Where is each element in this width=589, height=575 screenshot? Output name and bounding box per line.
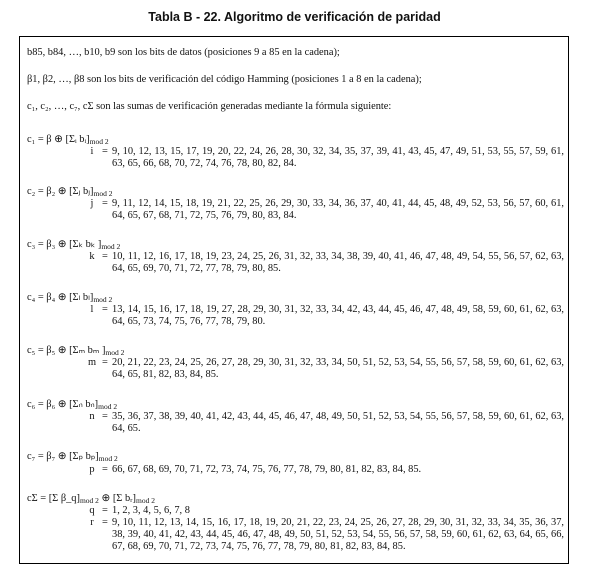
intro-checksums: c₁, c₂, …, c₇, cΣ son las sumas de verificación generadas mediante la fórmula siguiente: <box>27 101 392 112</box>
formula-c1 <box>27 134 109 146</box>
formula-c5 <box>27 345 124 357</box>
formula-c-sigma <box>27 493 155 505</box>
equals-sign: = <box>102 464 108 475</box>
algorithm-box <box>19 36 569 564</box>
equals-sign: = <box>102 304 108 315</box>
intro-data-bits: b85, b84, …, b10, b9 son los bits de datos (posiciones 9 a 85 en la cadena); <box>27 47 340 58</box>
formula-c-sigma-mod-a: mod 2 <box>79 496 99 505</box>
formula-c6-lhs: c₆ = β₆ ⊕ [Σₙ bₙ] <box>27 399 99 410</box>
formula-c1-mod: mod 2 <box>89 137 109 146</box>
index-j: j <box>90 198 94 209</box>
equals-sign: = <box>102 198 108 209</box>
formula-c7-lhs: c₇ = β₇ ⊕ [Σₚ bₚ] <box>27 451 99 462</box>
index-n: n <box>89 411 95 422</box>
equals-sign: = <box>102 357 108 368</box>
values-l: 13, 14, 15, 16, 17, 18, 19, 27, 28, 29, 30, 31, 32, 33, 34, 42, 43, 44, 45, 46, 47, 48, 49, 58, 59, 60, 61, 62, 63, 64, 65, 73, 74, 75, 76, 77, 78, 79, 80. <box>112 304 564 327</box>
formula-c4-lhs: c₄ = β₄ ⊕ [Σₗ bₗ] <box>27 292 94 303</box>
table-title: Tabla B - 22. Algoritmo de verificación de paridad <box>148 10 441 24</box>
index-l: l <box>90 304 94 315</box>
values-n: 35, 36, 37, 38, 39, 40, 41, 42, 43, 44, 45, 46, 47, 48, 49, 50, 51, 52, 53, 54, 55, 56, 57, 58, 59, 60, 61, 62, 63, 64, 65. <box>112 411 564 434</box>
formula-c3-lhs: c₃ = β₃ ⊕ [Σₖ bₖ ] <box>27 239 102 250</box>
formula-c3 <box>27 239 120 251</box>
values-m: 20, 21, 22, 23, 24, 25, 26, 27, 28, 29, 30, 31, 32, 33, 34, 50, 51, 52, 53, 54, 55, 56, 57, 58, 59, 60, 61, 62, 63, 64, 65, 81, 82, 83, 84, 85. <box>112 357 564 380</box>
formula-c-sigma-lhs-b: ⊕ [Σ bᵣ] <box>98 493 136 504</box>
formula-c7-mod: mod 2 <box>98 454 118 463</box>
formula-c5-lhs: c₅ = β₅ ⊕ [Σₘ bₘ ] <box>27 345 106 356</box>
formula-c4-mod: mod 2 <box>93 295 113 304</box>
values-q: 1, 2, 3, 4, 5, 6, 7, 8 <box>112 505 190 516</box>
formula-c3-mod: mod 2 <box>101 242 121 251</box>
formula-c-sigma-mod-b: mod 2 <box>136 496 155 505</box>
intro-check-bits: β1, β2, …, β8 son los bits de verificación del código Hamming (posiciones 1 a 8 en la cadena); <box>27 74 422 85</box>
formula-c2-lhs: c₂ = β₂ ⊕ [Σⱼ bⱼ] <box>27 186 94 197</box>
formula-c-sigma-lhs-a: cΣ = [Σ β_q] <box>27 493 80 504</box>
equals-sign: = <box>102 251 108 262</box>
formula-c2-mod: mod 2 <box>93 189 113 198</box>
index-k: k <box>89 251 95 262</box>
values-i: 9, 10, 12, 13, 15, 17, 19, 20, 22, 24, 26, 28, 30, 32, 34, 35, 37, 39, 41, 43, 45, 47, 49, 51, 53, 55, 57, 59, 61, 63, 65, 66, 68, 70, 72, 74, 76, 78, 80, 82, 84. <box>112 146 564 169</box>
formula-c2 <box>27 186 112 198</box>
formula-c7 <box>27 451 118 463</box>
equals-sign: = <box>102 517 108 528</box>
formula-c4 <box>27 292 112 304</box>
index-m: m <box>87 357 97 368</box>
equals-sign: = <box>102 411 108 422</box>
values-p: 66, 67, 68, 69, 70, 71, 72, 73, 74, 75, 76, 77, 78, 79, 80, 81, 82, 83, 84, 85. <box>112 464 422 475</box>
index-p: p <box>89 464 95 475</box>
equals-sign: = <box>102 146 108 157</box>
equals-sign: = <box>102 505 108 516</box>
values-k: 10, 11, 12, 16, 17, 18, 19, 23, 24, 25, 26, 31, 32, 33, 34, 38, 39, 40, 41, 46, 47, 48, 49, 54, 55, 56, 57, 62, 63, 64, 65, 69, 70, 71, 72, 77, 78, 79, 80, 85. <box>112 251 564 274</box>
index-q: q <box>89 505 95 516</box>
formula-c5-mod: mod 2 <box>105 348 125 357</box>
formula-c1-lhs: c₁ = β ⊕ [Σᵢ bᵢ] <box>27 134 90 145</box>
values-r: 9, 10, 11, 12, 13, 14, 15, 16, 17, 18, 19, 20, 21, 22, 23, 24, 25, 26, 27, 28, 29, 30, 31, 32, 33, 34, 35, 36, 37, 38, 39, 40, 41, 42, 43, 44, 45, 46, 47, 48, 49, 50, 51, 52, 53, 54, 55, 56, 57, 58, 59, 60, 61, 62, 63, 64, 65, 66, 67, 68, 69, 70, 71, 72, 73, 74, 75, 76, 77, 78, 79, 80, 81, 82, 83, 84, 85. <box>112 517 564 552</box>
formula-c6-mod: mod 2 <box>98 402 118 411</box>
index-i: i <box>90 146 94 157</box>
index-r: r <box>90 517 94 528</box>
values-j: 9, 11, 12, 14, 15, 18, 19, 21, 22, 25, 26, 29, 30, 33, 34, 36, 37, 40, 41, 44, 45, 48, 49, 52, 53, 56, 57, 60, 61, 64, 65, 67, 68, 71, 72, 75, 76, 79, 80, 83, 84. <box>112 198 564 221</box>
formula-c6 <box>27 399 117 411</box>
